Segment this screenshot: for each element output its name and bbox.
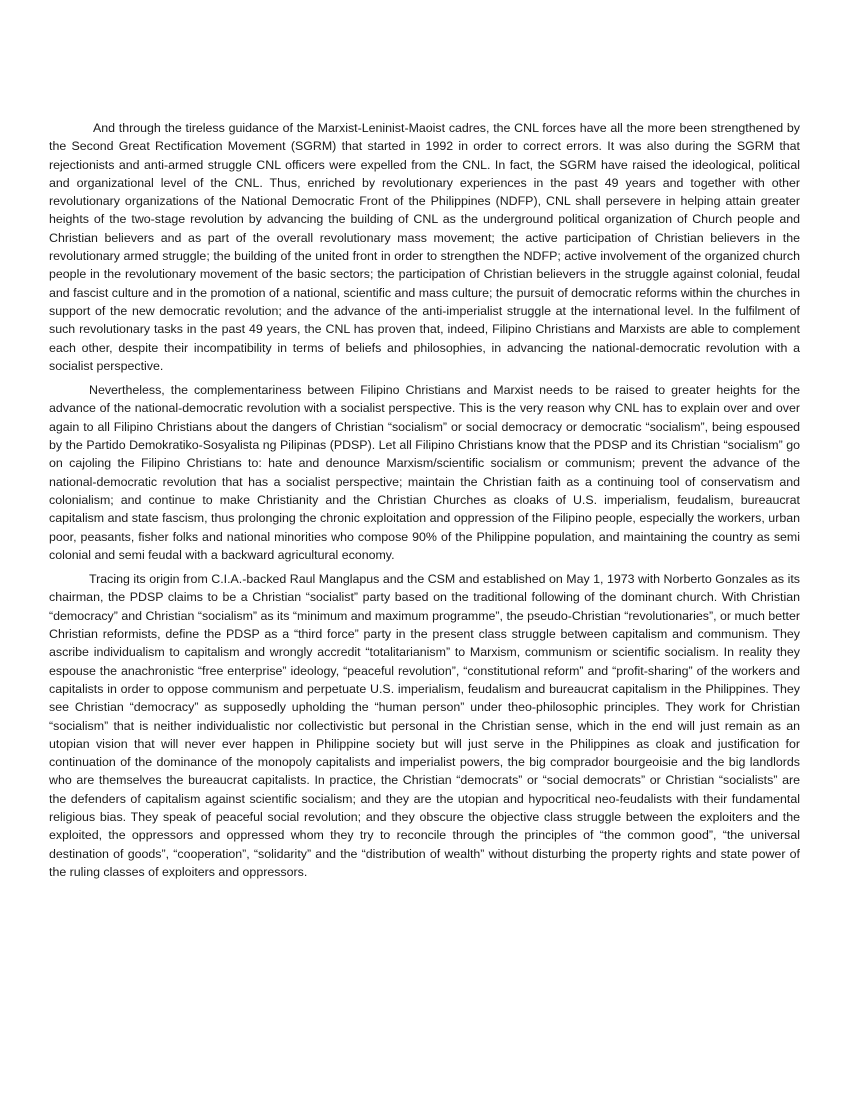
document-page xyxy=(49,119,800,887)
paragraph-1: And through the tireless guidance of the Marxist-Leninist-Maoist cadres, the CNL forces have all the more been strengthened by the Second Great Rectification Movement (SGRM) that started in 1992 in order to correct errors. It was also during the SGRM that rejectionists and anti-armed struggle CNL officers were expelled from the CNL. In fact, the SGRM have raised the ideological, political and organizational level of the CNL. Thus, enriched by revolutionary experiences in the past 49 years and together with other revolutionary organizations of the National Democratic Front of the Philippines (NDFP), CNL shall persevere in helping attain greater heights of the two-stage revolution by advancing the building of CNL as the underground political organization of Church people and Christian believers and as part of the overall revolutionary mass movement; the active participation of Christian believers in the revolutionary armed struggle; the building of the united front in order to strengthen the NDFP; active involvement of the organized church people in the revolutionary movement of the basic sectors; the participation of Christian believers in the struggle against colonial, feudal and fascist culture and in the promotion of a national, scientific and mass culture; the pursuit of democratic reforms within the churches in support of the new democratic revolution; and the advance of the anti-imperialist struggle at the international level. In the fulfilment of such revolutionary tasks in the past 49 years, the CNL has proven that, indeed, Filipino Christians and Marxists are able to complement each other, despite their incompatibility in terms of beliefs and philosophies, in advancing the national-democratic revolution with a socialist perspective. xyxy=(49,121,800,373)
paragraph-2: Nevertheless, the complementariness between Filipino Christians and Marxist needs to be raised to greater heights for the advance of the national-democratic revolution with a socialist perspective. This is the very reason why CNL has to explain over and over again to all Filipino Christians about the dangers of Christian “socialism” or social democracy or democratic “socialism”, being espoused by the Partido Demokratiko-Sosyalista ng Pilipinas (PDSP). Let all Filipino Christians know that the PDSP and its Christian “socialism” go on cajoling the Filipino Christians to: hate and denounce Marxism/scientific socialism or communism; prevent the advance of the national-democratic revolution that has a socialist perspective; maintain the Christian faith as a continuing tool of conservatism and colonialism; and continue to make Christianity and the Christian Churches as cloaks of U.S. imperialism, feudalism, bureaucrat capitalism and state fascism, thus prolonging the chronic exploitation and oppression of the Filipino people, especially the workers, urban poor, peasants, fisher folks and national minorities who compose 90% of the Philippine population, and maintaining the country as semi colonial and semi feudal with a backward agricultural economy. xyxy=(49,383,800,562)
paragraph-3: Tracing its origin from C.I.A.-backed Raul Manglapus and the CSM and established on May 1, 1973 with Norberto Gonzales as its chairman, the PDSP claims to be a Christian “socialist” party based on the traditional following of the dominant church. With Christian “democracy” and Christian “socialism” as its “minimum and maximum programme”, the pseudo-Christian “revolutionaries”, or much better Christian reformists, define the PDSP as a “third force” party in the present class struggle between capitalism and communism. They ascribe individualism to capitalism and wrongly accredit “totalitarianism” to Marxism, communism or scientific socialism. In reality they espouse the anachronistic “free enterprise” ideology, “peaceful revolution”, “constitutional reform” and “profit-sharing” of the workers and capitalists in order to oppose communism and perpetuate U.S. imperialism, feudalism and bureaucrat capitalism in the Philippines. They see Christian “democracy” as supposedly upholding the “human person” under theo-philosophic principles. They work for Christian “socialism” that is neither individualistic nor collectivistic but personal in the Christian sense, which in the end will just remain as an utopian vision that will never ever happen in Philippine society but will just serve in the Philippines as cloak and justification for continuation of the dominance of the monopoly capitalists and imperialist powers, the big comprador bourgeoisie and the big landlords who are themselves the bureaucrat capitalists. In practice, the Christian “democrats” or “social democrats” or Christian “socialists” are the defenders of capitalism against scientific socialism; and they are the utopian and hypocritical neo-feudalists with their fundamental religious bias. They speak of peaceful social revolution; and they obscure the objective class struggle between the exploiters and the exploited, the oppressors and oppressed whom they try to reconcile through the principles of “the common good”, “the universal destination of goods”, “cooperation”, “solidarity” and the “distribution of wealth” without disturbing the property rights and state power of the ruling classes of exploiters and oppressors. xyxy=(49,572,800,879)
